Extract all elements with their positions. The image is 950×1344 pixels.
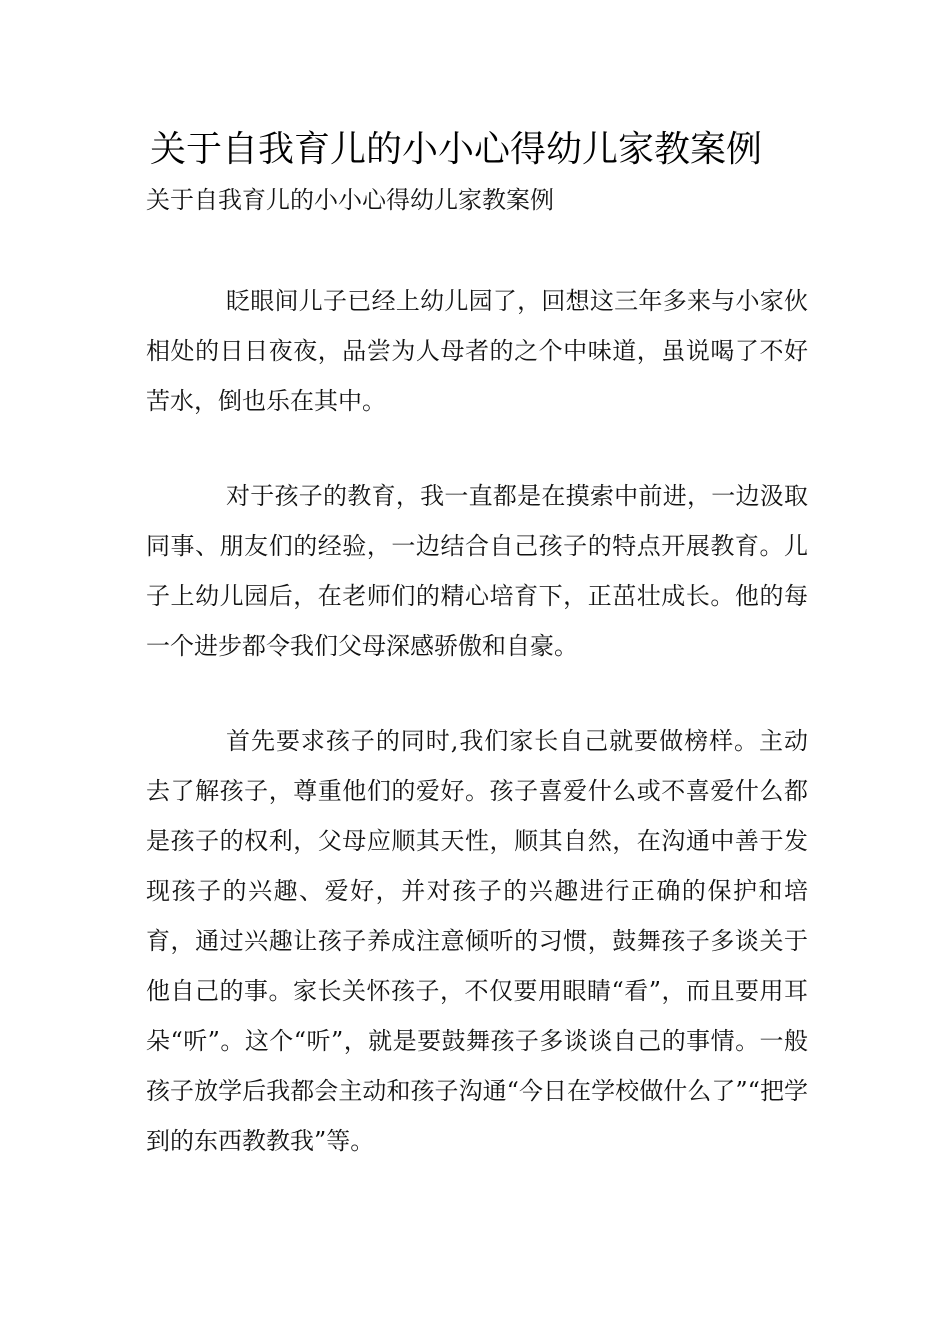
paragraph-3: 首先要求孩子的同时,我们家长自己就要做榜样。主动去了解孩子，尊重他们的爱好。孩子喜爱什么或不喜爱什么都是孩子的权利，父母应顺其天性，顺其自然，在沟通中善于发现孩子的兴趣、爱好，并对孩子的兴趣进行正确的保护和培育，通过兴趣让孩子养成注意倾听的习惯，鼓舞孩子多谈关于他自己的事。家长关怀孩子，不仅要用眼睛“看”，而且要用耳朵“听”。这个“听”，就是要鼓舞孩子多谈谈自己的事情。一般孩子放学后我都会主动和孩子沟通“今日在学校做什么了”“把学到的东西教教我”等。 xyxy=(146,727,808,1155)
document-subtitle: 关于自我育儿的小小心得幼儿家教案例 xyxy=(146,186,554,214)
document-title: 关于自我育儿的小小心得幼儿家教案例 xyxy=(150,129,763,170)
paragraph-2: 对于孩子的教育，我一直都是在摸索中前进，一边汲取同事、朋友们的经验，一边结合自己孩子的特点开展教育。儿子上幼儿园后，在老师们的精心培育下，正茁壮成长。他的每一个进步都令我们父母深感骄傲和自豪。 xyxy=(146,482,808,660)
paragraph-1: 眨眼间儿子已经上幼儿园了，回想这三年多来与小家伙相处的日日夜夜，品尝为人母者的之个中味道，虽说喝了不好苦水，倒也乐在其中。 xyxy=(146,287,808,415)
